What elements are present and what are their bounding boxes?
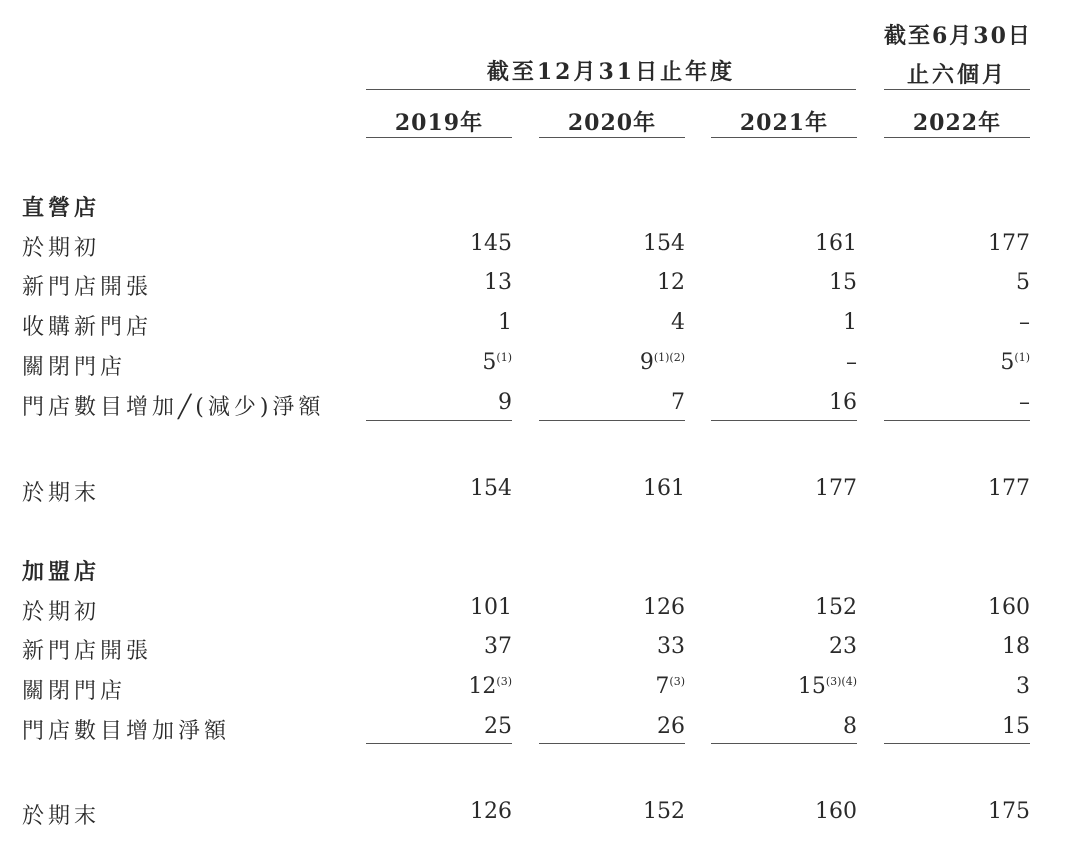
cell-value: 16: [829, 390, 857, 415]
cell-value: 152: [815, 595, 857, 620]
subtotal-rule: [711, 420, 857, 421]
cell-value: 12$^{(3)}$: [468, 674, 512, 699]
subtotal-rule: [539, 743, 685, 744]
row-label: 新門店開張: [22, 639, 153, 664]
cell-value: 3: [1016, 674, 1030, 699]
cell-value: 26: [657, 714, 685, 739]
cell-value: 15: [829, 270, 857, 295]
total-value: 126: [470, 799, 512, 824]
total-row-label: 於期末: [22, 804, 101, 829]
total-value: 160: [815, 799, 857, 824]
cell-value: $9^{(1)(2)}$: [639, 350, 685, 375]
section-title-direct-stores: 直營店: [22, 195, 101, 221]
cell-value: $15^{(3)(4)}$: [797, 674, 857, 699]
cell-value: 5$^{(1)}$: [482, 350, 512, 375]
total-value: 175: [988, 799, 1030, 824]
total-value: 152: [643, 799, 685, 824]
cell-value: 13: [484, 270, 512, 295]
cell-value: 4: [671, 310, 685, 335]
cell-value: 101: [470, 595, 512, 620]
row-label: 關閉門店: [22, 679, 127, 704]
cell-value: 12: [657, 270, 685, 295]
subtotal-rule: [884, 743, 1030, 744]
subtotal-rule: [711, 743, 857, 744]
cell-value: 8: [843, 714, 857, 739]
row-label: 門店數目增加淨額: [22, 719, 231, 744]
subtotal-rule: [366, 743, 512, 744]
cell-value: 5: [1016, 270, 1030, 295]
column-header-2022: 2022年: [912, 110, 1002, 136]
total-value: 177: [988, 476, 1030, 501]
cell-value: 23: [829, 634, 857, 659]
header-group-rule: [366, 89, 856, 90]
cell-value: 18: [1002, 634, 1030, 659]
cell-value: 25: [484, 714, 512, 739]
column-header-rule: [884, 137, 1030, 138]
half-year-header-line1: 截至6月30日: [884, 23, 1032, 49]
cell-value: 177: [988, 231, 1030, 256]
column-header-rule: [711, 137, 857, 138]
cell-value: 161: [815, 231, 857, 256]
footnote-marker: (3): [496, 675, 512, 688]
row-label: 收購新門店: [22, 315, 153, 340]
footnote-marker: (3): [669, 675, 685, 688]
cell-value: 5$^{(1)}$: [1000, 350, 1030, 375]
cell-value: –: [1019, 310, 1030, 335]
subtotal-rule: [884, 420, 1030, 421]
cell-value: –: [1019, 390, 1030, 415]
cell-value: 37: [484, 634, 512, 659]
cell-value: 33: [657, 634, 685, 659]
total-value: 161: [643, 476, 685, 501]
cell-value: 160: [988, 595, 1030, 620]
cell-value: 9: [498, 390, 512, 415]
subtotal-rule: [366, 420, 512, 421]
footnote-marker: (1): [1014, 351, 1030, 364]
cell-value: 145: [470, 231, 512, 256]
column-header-rule: [539, 137, 685, 138]
row-label: 於期初: [22, 600, 101, 625]
cell-value: 15: [1002, 714, 1030, 739]
row-label: 於期初: [22, 236, 101, 261]
cell-value: 7: [671, 390, 685, 415]
cell-value: –: [846, 350, 857, 375]
footnote-marker: (3)(4): [825, 675, 857, 688]
total-value: 154: [470, 476, 512, 501]
footnote-marker: (1)(2): [653, 351, 685, 364]
header-half-year-rule: [884, 89, 1030, 90]
column-header-2021: 2021年: [739, 110, 829, 136]
column-header-rule: [366, 137, 512, 138]
section-title-franchise-stores: 加盟店: [22, 559, 101, 585]
row-label: 關閉門店: [22, 355, 127, 380]
row-label: 新門店開張: [22, 275, 153, 300]
cell-value: 154: [643, 231, 685, 256]
cell-value: 7$^{(3)}$: [655, 674, 685, 699]
footnote-marker: (1): [496, 351, 512, 364]
column-header-2020: 2020年: [567, 110, 657, 136]
total-row-label: 於期末: [22, 481, 101, 506]
cell-value: 1: [843, 310, 857, 335]
cell-value: 1: [498, 310, 512, 335]
fiscal-year-group-header: 截至12月31日止年度: [486, 59, 736, 85]
half-year-header-line2: 止六個月: [906, 62, 1007, 88]
column-header-2019: 2019年: [394, 110, 484, 136]
cell-value: 126: [643, 595, 685, 620]
row-label: 門店數目增加╱(減少)淨額: [22, 395, 325, 420]
subtotal-rule: [539, 420, 685, 421]
total-value: 177: [815, 476, 857, 501]
